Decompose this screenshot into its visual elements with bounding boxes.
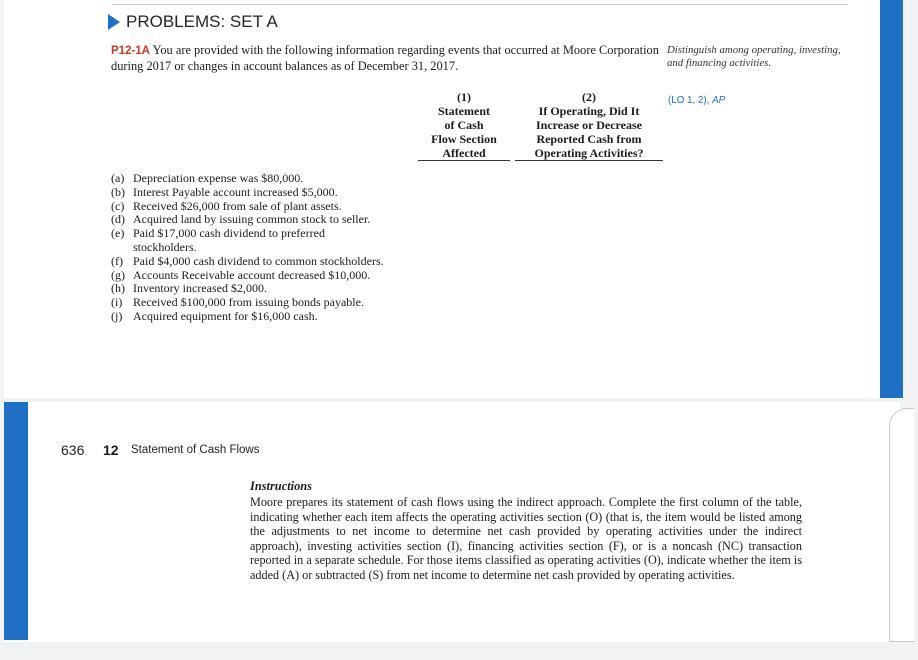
item-text: Acquired land by issuing common stock to seller. — [133, 212, 371, 227]
column-number: (1) — [457, 90, 471, 104]
item-text: Acquired equipment for $16,000 cash. — [133, 308, 318, 323]
chapter-number: 12 — [103, 442, 119, 458]
list-item — [111, 227, 373, 255]
item-label: (e) — [111, 226, 125, 241]
item-label: (f) — [111, 253, 123, 268]
list-item — [111, 186, 431, 200]
event-list — [111, 172, 431, 324]
list-item — [111, 200, 431, 214]
learning-objective-note: Distinguish among operating, investing, and financing activities. — [667, 44, 841, 69]
item-text: Interest Payable account increased $5,000. — [133, 184, 338, 199]
column-line: of Cash — [444, 118, 484, 132]
learning-objective-code — [668, 95, 725, 106]
problem-intro — [111, 43, 659, 74]
instructions-heading: Instructions — [250, 479, 312, 493]
item-text: Received $100,000 from issuing bonds payable. — [133, 295, 364, 310]
item-label: (h) — [111, 281, 125, 296]
item-label: (d) — [111, 212, 125, 227]
item-label: (g) — [111, 267, 125, 282]
item-text: Paid $4,000 cash dividend to common stockholders. — [133, 253, 384, 268]
left-margin-bar — [4, 402, 28, 640]
instructions-text: Moore prepares its statement of cash flows using the indirect approach. Complete the first column of the table, indicating whether each item affects the operating activities section (O) (that is, the item would be listed among the adjustments to net income to determine net cash provided by operating activities under the indirect approach), investing activities section (I), financing activities section (F), or is a noncash (NC) transaction reported in a separate schedule. For those items classified as operating activities (O), indicate whether the item is added (A) or subtracted (S) from net income to determine net cash provided by operating activities. — [250, 495, 802, 582]
chapter-title: Statement of Cash Flows — [131, 444, 260, 456]
column-line: Operating Activities? — [515, 146, 663, 161]
list-item — [111, 310, 431, 324]
lo-label: (LO 1, 2), — [668, 95, 710, 106]
triangle-marker-icon — [108, 14, 120, 30]
problem-intro-text: You are provided with the following information regarding events that occurred at Moore Corporation during 2017 or changes in account balances as of December 31, 2017. — [111, 43, 659, 73]
list-item — [111, 213, 431, 227]
problem-number: P12-1A — [111, 45, 150, 57]
column-header-2 — [515, 90, 663, 161]
list-item — [111, 296, 431, 310]
column-header-1 — [418, 90, 510, 161]
item-text: Received $26,000 from sale of plant assets. — [133, 198, 342, 213]
item-label: (a) — [111, 171, 125, 185]
section-heading — [108, 12, 278, 32]
item-label: (b) — [111, 184, 125, 199]
top-rule — [112, 4, 848, 5]
column-line: Increase or Decrease — [536, 118, 642, 132]
item-label: (j) — [111, 308, 123, 323]
column-line: Statement — [438, 104, 490, 118]
column-line: Flow Section — [431, 132, 497, 146]
right-margin-bar — [880, 0, 903, 398]
next-page-edge — [889, 408, 914, 642]
list-item — [111, 269, 431, 283]
column-number: (2) — [582, 90, 596, 104]
list-item — [111, 172, 431, 186]
item-label: (i) — [111, 295, 123, 310]
column-line: If Operating, Did It — [538, 104, 640, 118]
item-text: Depreciation expense was $80,000. — [133, 171, 304, 185]
page-number: 636 — [61, 442, 85, 458]
item-text: Accounts Receivable account decreased $10,000. — [133, 267, 371, 282]
item-text: Inventory increased $2,000. — [133, 281, 267, 296]
item-label: (c) — [111, 198, 125, 213]
ap-label: AP — [712, 95, 726, 106]
list-item — [111, 255, 431, 269]
section-title: PROBLEMS: SET A — [126, 12, 278, 31]
item-text: Paid $17,000 cash dividend to preferred stockholders. — [133, 226, 325, 254]
column-line: Reported Cash from — [536, 132, 642, 146]
column-line: Affected — [418, 146, 510, 161]
list-item — [111, 282, 431, 296]
